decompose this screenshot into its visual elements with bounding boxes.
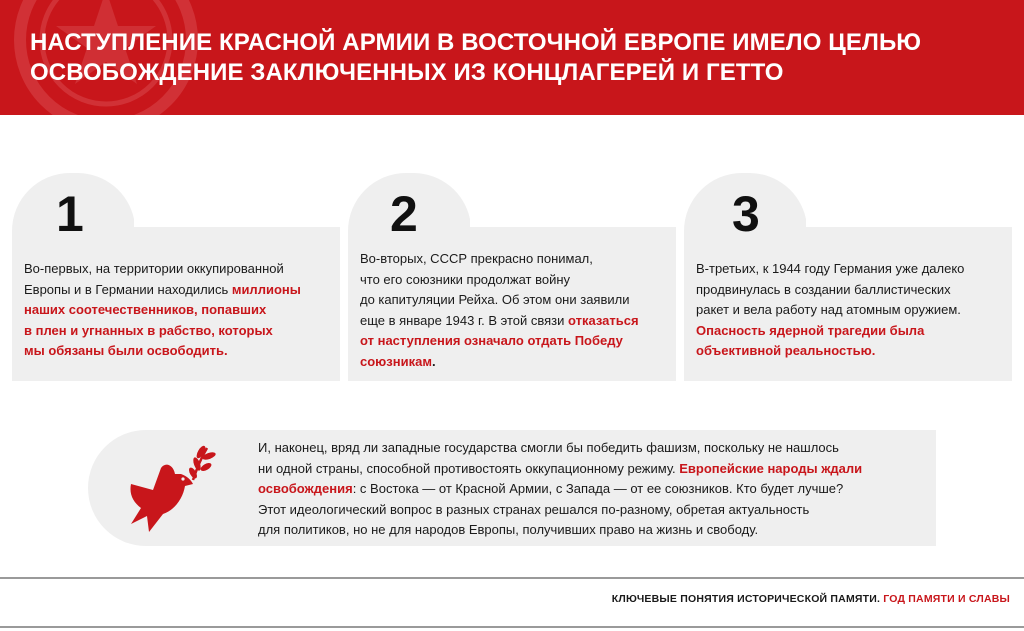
card-line — [360, 249, 672, 270]
card-line — [24, 321, 334, 342]
text-plain: до капитуляции Рейха. Об этом они заявили — [360, 292, 630, 307]
text-highlight: наших соотечественников, попавших — [24, 302, 267, 317]
text-plain: еще в январе 1943 г. В этой связи — [360, 312, 569, 328]
text-plain: . — [431, 353, 436, 369]
final-line: Этот идеологический вопрос в разных странах решался по-разному, обретая актуальность — [258, 501, 810, 517]
text-highlight: Опасность ядерной трагедии была — [696, 322, 925, 338]
card-number: 3 — [732, 186, 760, 242]
text-plain: продвинулась в создании баллистических — [696, 281, 951, 297]
text-plain: Во-первых, на территории оккупированной — [24, 261, 284, 276]
text-plain: Европы и в Германии находились — [24, 281, 232, 297]
card-text — [24, 259, 334, 362]
dove-icon — [123, 440, 223, 536]
header-banner — [0, 0, 1024, 115]
card-line — [360, 290, 672, 311]
reason-card-3 — [684, 171, 1012, 381]
footer-highlight: ГОД ПАМЯТИ И СЛАВЫ — [883, 593, 1010, 605]
text-plain: В-третьих, к 1944 году Германия уже далеко — [696, 261, 965, 276]
text-highlight: союзникам — [360, 353, 432, 369]
final-text — [258, 438, 923, 541]
text-plain: ни одной страны, способной противостоять оккупационному режиму. — [258, 460, 680, 476]
text-plain: ракет и вела работу над атомным оружием. — [696, 302, 961, 317]
text-highlight: Европейские народы ждали — [679, 460, 863, 476]
card-number: 2 — [390, 186, 418, 242]
text-plain: Во-вторых, СССР прекрасно понимал, — [360, 251, 593, 266]
final-reason-panel — [88, 430, 936, 546]
card-line — [24, 300, 334, 321]
card-line — [696, 259, 1008, 280]
card-line — [24, 280, 334, 301]
text-highlight: миллионы — [231, 281, 301, 297]
text-highlight: объективной реальностью. — [696, 343, 876, 358]
card-line — [360, 331, 672, 352]
card-text — [360, 249, 672, 372]
card-line — [360, 352, 672, 373]
page-title-line-2: ОСВОБОЖДЕНИЕ ЗАКЛЮЧЕННЫХ ИЗ КОНЦЛАГЕРЕЙ И ГЕТТО — [30, 59, 784, 86]
footer-text: КЛЮЧЕВЫЕ ПОНЯТИЯ ИСТОРИЧЕСКОЙ ПАМЯТИ. — [611, 593, 881, 605]
reason-card-1 — [12, 171, 340, 381]
card-text — [696, 259, 1008, 362]
card-number: 1 — [56, 186, 84, 242]
card-line — [696, 280, 1008, 301]
text-highlight: мы обязаны были освободить. — [24, 343, 228, 358]
text-plain: что его союзники продолжат войну — [360, 271, 571, 287]
final-line — [258, 479, 923, 500]
footer — [612, 593, 1010, 605]
page-title-line-1: НАСТУПЛЕНИЕ КРАСНОЙ АРМИИ В ВОСТОЧНОЙ ЕВРОПЕ ИМЕЛО ЦЕЛЬЮ — [30, 29, 922, 56]
text-plain: : с Востока — от Красной Армии, с Запада — от ее союзников. Кто будет лучше? — [352, 481, 844, 496]
text-highlight: от наступления означало отдать Победу — [360, 333, 623, 348]
card-line — [696, 300, 1008, 321]
reason-card-2 — [348, 171, 676, 381]
final-line — [258, 459, 923, 480]
card-line — [24, 341, 334, 362]
page-title — [30, 28, 1010, 88]
card-line — [360, 311, 672, 332]
card-line — [24, 259, 334, 280]
text-highlight: в плен и угнанных в рабство, которых — [24, 322, 273, 338]
card-line — [696, 321, 1008, 342]
footer-divider-top — [0, 577, 1024, 579]
card-line — [696, 341, 1008, 362]
final-line: И, наконец, вряд ли западные государства смогли бы победить фашизм, поскольку не нашлось — [258, 440, 839, 455]
final-line: для политиков, но не для народов Европы, получивших право на жизнь и свободу. — [258, 522, 759, 537]
text-highlight: освобождения — [258, 481, 353, 496]
text-highlight: отказаться — [568, 312, 639, 328]
card-line — [360, 270, 672, 291]
footer-divider-bottom — [0, 626, 1024, 628]
